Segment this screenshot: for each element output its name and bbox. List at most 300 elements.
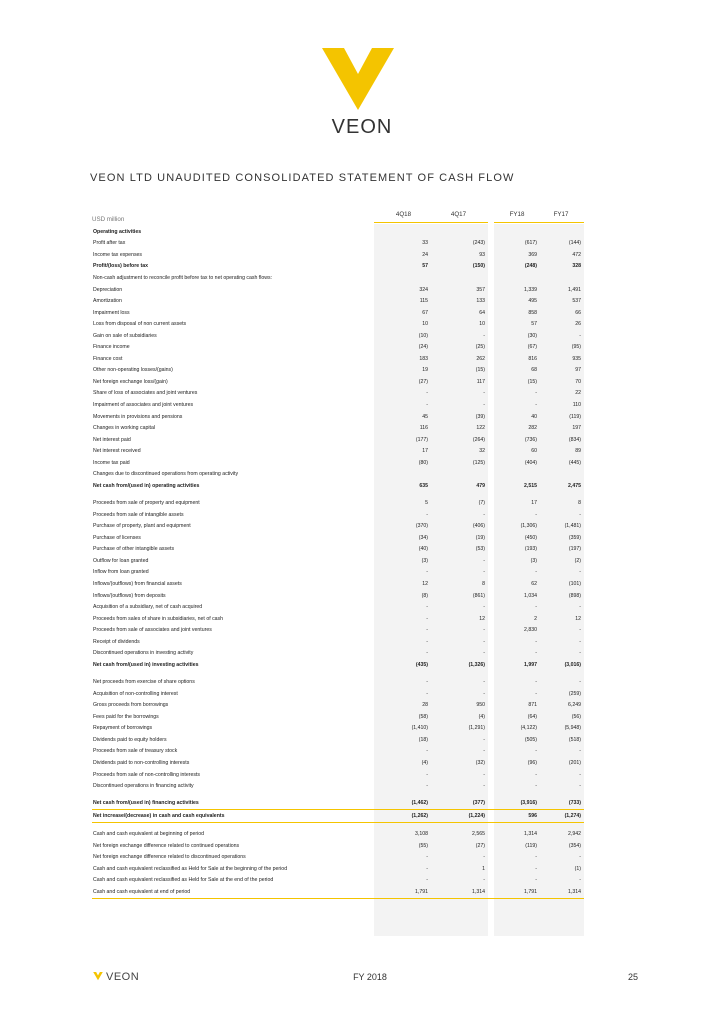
row-label: Proceeds from sale of property and equipment bbox=[93, 500, 200, 507]
value-cell: - bbox=[426, 771, 428, 778]
table-row bbox=[92, 734, 584, 746]
value-cell: (96) bbox=[527, 759, 537, 766]
table-row bbox=[92, 544, 584, 556]
value-cell: (1,306) bbox=[520, 523, 537, 530]
table-row bbox=[92, 699, 584, 711]
value-cell: (95) bbox=[571, 344, 581, 351]
value-cell: - bbox=[579, 604, 581, 611]
value-cell: 17 bbox=[422, 448, 428, 455]
row-label: Profit after tax bbox=[93, 240, 126, 247]
value-cell: (377) bbox=[431, 798, 488, 810]
unit-label: USD million bbox=[92, 216, 125, 223]
row-label: Purchase of licenses bbox=[93, 534, 141, 541]
value-cell: - bbox=[483, 748, 485, 755]
value-cell: 115 bbox=[419, 298, 428, 305]
value-cell: 2,942 bbox=[568, 831, 581, 838]
row-label: Inflow from loan granted bbox=[93, 569, 149, 576]
row-label: Cash and cash equivalent reclassified as Held for Sale at the end of the period bbox=[93, 877, 274, 884]
value-cell: 68 bbox=[531, 367, 537, 374]
value-cell: 19 bbox=[422, 367, 428, 374]
value-cell: 1,491 bbox=[568, 286, 581, 293]
cash-flow-table-body bbox=[92, 226, 584, 898]
table-row bbox=[92, 434, 584, 446]
value-cell: - bbox=[483, 627, 485, 634]
table-row bbox=[92, 399, 584, 411]
footer-brand: VEON bbox=[106, 971, 140, 983]
value-cell: 495 bbox=[528, 298, 537, 305]
table-row bbox=[92, 509, 584, 521]
value-cell: 472 bbox=[572, 251, 581, 258]
table-row bbox=[92, 226, 584, 238]
table-row bbox=[92, 852, 584, 864]
value-cell: (264) bbox=[472, 436, 485, 443]
value-cell: - bbox=[426, 604, 428, 611]
value-cell: (1,224) bbox=[431, 810, 488, 823]
value-cell: (125) bbox=[472, 459, 485, 466]
value-cell: (177) bbox=[415, 436, 428, 443]
row-label: Acquisition of non-controlling interest bbox=[93, 690, 178, 697]
value-cell: - bbox=[535, 569, 537, 576]
row-label: Inflows/(outflows) from financial assets bbox=[93, 580, 182, 587]
value-cell: (40) bbox=[418, 546, 428, 553]
value-cell: 60 bbox=[531, 448, 537, 455]
value-cell bbox=[431, 226, 488, 238]
value-cell: (201) bbox=[568, 759, 581, 766]
value-cell: - bbox=[483, 332, 485, 339]
value-cell: (56) bbox=[571, 713, 581, 720]
value-cell: (404) bbox=[524, 459, 537, 466]
row-label: Discontinued operations in investing activity bbox=[93, 650, 194, 657]
value-cell: - bbox=[426, 401, 428, 408]
value-cell: (1,326) bbox=[468, 661, 485, 668]
value-cell: 12 bbox=[479, 615, 485, 622]
table-row bbox=[92, 520, 584, 532]
value-cell: - bbox=[483, 736, 485, 743]
page-title: VEON LTD UNAUDITED CONSOLIDATED STATEMENT OF CASH FLOW bbox=[90, 172, 515, 184]
row-label: Proceeds from sale of non-controlling interests bbox=[93, 771, 200, 778]
value-cell: 1,314 bbox=[540, 886, 584, 898]
value-cell: - bbox=[579, 783, 581, 790]
table-row bbox=[92, 238, 584, 250]
value-cell: - bbox=[483, 877, 485, 884]
value-cell: (861) bbox=[472, 592, 485, 599]
table-row bbox=[92, 353, 584, 365]
value-cell: - bbox=[483, 854, 485, 861]
value-cell: (39) bbox=[475, 413, 485, 420]
value-cell: - bbox=[535, 604, 537, 611]
value-cell: 1,997 bbox=[524, 661, 537, 668]
value-cell: 2,565 bbox=[472, 831, 485, 838]
value-cell: - bbox=[535, 390, 537, 397]
table-row bbox=[92, 388, 584, 400]
table-row bbox=[92, 647, 584, 659]
value-cell: (5,948) bbox=[564, 725, 581, 732]
value-cell: 5 bbox=[425, 500, 428, 507]
value-cell: - bbox=[579, 679, 581, 686]
value-cell: (435) bbox=[415, 661, 428, 668]
value-cell: - bbox=[579, 650, 581, 657]
value-cell: - bbox=[483, 783, 485, 790]
value-cell: 64 bbox=[479, 309, 485, 316]
row-label: Net increase/(decrease) in cash and cash equivalents bbox=[92, 810, 374, 823]
value-cell: 183 bbox=[419, 355, 428, 362]
value-cell: 950 bbox=[476, 702, 485, 709]
value-cell: 871 bbox=[528, 702, 537, 709]
col-header-4q18: 4Q18 bbox=[395, 211, 412, 218]
value-cell: 635 bbox=[419, 482, 428, 489]
table-row bbox=[92, 532, 584, 544]
value-cell: 70 bbox=[575, 378, 581, 385]
table-row bbox=[92, 886, 584, 898]
row-label: Discontinued operations in financing activity bbox=[93, 783, 194, 790]
value-cell: (150) bbox=[472, 263, 485, 270]
value-cell: (10) bbox=[418, 332, 428, 339]
value-cell: (733) bbox=[540, 798, 584, 810]
row-label: Net foreign exchange difference related to discontinued operations bbox=[93, 854, 246, 861]
value-cell: - bbox=[483, 569, 485, 576]
row-label: Finance income bbox=[93, 344, 130, 351]
value-cell: (1,274) bbox=[540, 810, 584, 823]
year-header-group bbox=[494, 208, 584, 223]
value-cell: 116 bbox=[419, 425, 428, 432]
value-cell: (370) bbox=[415, 523, 428, 530]
value-cell: 40 bbox=[531, 413, 537, 420]
table-row bbox=[92, 480, 584, 492]
value-cell: (119) bbox=[569, 413, 581, 420]
row-label: Amortization bbox=[93, 298, 122, 305]
row-label: Changes due to discontinued operations from operating activity bbox=[93, 471, 239, 478]
value-cell: - bbox=[579, 877, 581, 884]
value-cell bbox=[374, 226, 431, 238]
value-cell: 1,314 bbox=[431, 886, 488, 898]
table-row bbox=[92, 798, 584, 810]
value-cell: (259) bbox=[568, 690, 581, 697]
value-cell: (64) bbox=[527, 713, 537, 720]
table-row bbox=[92, 757, 584, 769]
value-cell: (30) bbox=[527, 332, 537, 339]
value-cell: (101) bbox=[568, 580, 581, 587]
row-label: Loss from disposal of non current assets bbox=[93, 321, 187, 328]
table-row bbox=[92, 688, 584, 700]
value-cell: 122 bbox=[476, 425, 485, 432]
value-cell: 12 bbox=[575, 615, 581, 622]
value-cell: - bbox=[535, 865, 537, 872]
value-cell: - bbox=[579, 332, 581, 339]
row-label: Income tax paid bbox=[93, 459, 130, 466]
row-label: Net foreign exchange loss/(gain) bbox=[93, 378, 168, 385]
value-cell: (15) bbox=[527, 378, 537, 385]
value-cell: (58) bbox=[418, 713, 428, 720]
value-cell: (1,262) bbox=[374, 810, 431, 823]
value-cell: - bbox=[535, 877, 537, 884]
value-cell: - bbox=[535, 854, 537, 861]
row-label: Proceeds from sale of intangible assets bbox=[93, 511, 184, 518]
value-cell: - bbox=[535, 650, 537, 657]
table-row bbox=[92, 769, 584, 781]
value-cell: (4) bbox=[421, 759, 428, 766]
row-label: Gain on sale of subsidiaries bbox=[93, 332, 157, 339]
value-cell: 2,475 bbox=[568, 482, 581, 489]
row-label: Depreciation bbox=[93, 286, 123, 293]
value-cell: (406) bbox=[472, 523, 485, 530]
value-cell: 26 bbox=[575, 321, 581, 328]
value-cell: (27) bbox=[475, 842, 485, 849]
table-row bbox=[92, 468, 584, 480]
value-cell: 45 bbox=[422, 413, 428, 420]
value-cell: - bbox=[483, 690, 485, 697]
page-number: 25 bbox=[627, 972, 638, 982]
row-label: Share of loss of associates and joint ventures bbox=[93, 390, 198, 397]
row-label: Changes in working capital bbox=[93, 425, 155, 432]
value-cell: 2,830 bbox=[524, 627, 537, 634]
table-row bbox=[92, 723, 584, 735]
row-label: Fees paid for the borrowings bbox=[93, 713, 159, 720]
value-cell: (1) bbox=[574, 865, 581, 872]
value-cell: 1,791 bbox=[488, 886, 540, 898]
table-row bbox=[92, 307, 584, 319]
value-cell: (144) bbox=[568, 240, 581, 247]
value-cell: (27) bbox=[418, 378, 428, 385]
value-cell: - bbox=[426, 615, 428, 622]
row-label: Net cash from/(used in) investing activities bbox=[93, 661, 199, 668]
value-cell: (8) bbox=[421, 592, 428, 599]
table-row bbox=[92, 422, 584, 434]
value-cell: 10 bbox=[422, 321, 428, 328]
table-row bbox=[92, 829, 584, 841]
value-cell: 816 bbox=[528, 355, 537, 362]
table-row bbox=[92, 676, 584, 688]
row-label: Outflow for loan granted bbox=[93, 557, 149, 564]
value-cell: - bbox=[426, 783, 428, 790]
row-label: Purchase of other intangible assets bbox=[93, 546, 175, 553]
value-cell: (518) bbox=[568, 736, 581, 743]
value-cell: 110 bbox=[572, 401, 581, 408]
row-label: Impairment of associates and joint ventures bbox=[93, 401, 194, 408]
value-cell: (7) bbox=[478, 500, 485, 507]
value-cell: - bbox=[426, 690, 428, 697]
value-cell: 324 bbox=[419, 286, 428, 293]
table-row bbox=[92, 863, 584, 875]
value-cell: - bbox=[535, 401, 537, 408]
value-cell: - bbox=[426, 854, 428, 861]
value-cell: 17 bbox=[531, 500, 537, 507]
value-cell: (55) bbox=[418, 842, 428, 849]
row-label: Cash and cash equivalent reclassified as Held for Sale at the beginning of the period bbox=[93, 865, 288, 872]
value-cell: 97 bbox=[575, 367, 581, 374]
table-row bbox=[92, 411, 584, 423]
table-row bbox=[92, 445, 584, 457]
value-cell: - bbox=[426, 511, 428, 518]
table-row bbox=[92, 284, 584, 296]
value-cell: - bbox=[579, 854, 581, 861]
row-label: Dividends paid to equity holders bbox=[93, 736, 167, 743]
value-cell: 24 bbox=[422, 251, 428, 258]
value-cell: 133 bbox=[476, 298, 485, 305]
value-cell: - bbox=[426, 679, 428, 686]
value-cell: - bbox=[483, 638, 485, 645]
quarter-header-group bbox=[374, 208, 488, 223]
value-cell: - bbox=[535, 771, 537, 778]
value-cell: 6,249 bbox=[568, 702, 581, 709]
value-cell: (15) bbox=[475, 367, 485, 374]
value-cell: - bbox=[535, 748, 537, 755]
value-cell: (2) bbox=[574, 557, 581, 564]
value-cell: 328 bbox=[572, 263, 581, 270]
row-label: Net cash from/(used in) financing activities bbox=[92, 798, 374, 810]
value-cell: 28 bbox=[422, 702, 428, 709]
row-label: Proceeds from sale of treasury stock bbox=[93, 748, 178, 755]
table-row bbox=[92, 249, 584, 261]
value-cell: (1,462) bbox=[374, 798, 431, 810]
table-row bbox=[92, 624, 584, 636]
row-label: Profit/(loss) before tax bbox=[93, 263, 149, 270]
value-cell: (197) bbox=[568, 546, 581, 553]
value-cell: - bbox=[483, 679, 485, 686]
value-cell: 1,314 bbox=[524, 831, 537, 838]
value-cell: - bbox=[426, 569, 428, 576]
value-cell: (24) bbox=[418, 344, 428, 351]
value-cell: (67) bbox=[527, 344, 537, 351]
value-cell: - bbox=[579, 569, 581, 576]
value-cell: 10 bbox=[479, 321, 485, 328]
value-cell: (505) bbox=[524, 736, 537, 743]
table-row bbox=[92, 376, 584, 388]
value-cell: - bbox=[535, 679, 537, 686]
value-cell: (354) bbox=[568, 842, 581, 849]
table-row bbox=[92, 636, 584, 648]
table-row bbox=[92, 295, 584, 307]
value-cell: - bbox=[426, 638, 428, 645]
value-cell: (193) bbox=[524, 546, 537, 553]
value-cell: (736) bbox=[524, 436, 537, 443]
value-cell: - bbox=[535, 638, 537, 645]
value-cell: 935 bbox=[572, 355, 581, 362]
value-cell: 596 bbox=[488, 810, 540, 823]
value-cell: (617) bbox=[524, 240, 537, 247]
table-row bbox=[92, 272, 584, 284]
table-row bbox=[92, 341, 584, 353]
value-cell bbox=[374, 272, 431, 284]
value-cell: (53) bbox=[475, 546, 485, 553]
value-cell: (3,016) bbox=[564, 661, 581, 668]
value-cell: (1,291) bbox=[468, 725, 485, 732]
table-row bbox=[92, 365, 584, 377]
row-label: Receipt of dividends bbox=[93, 638, 140, 645]
cash-flow-table bbox=[92, 226, 584, 899]
table-row bbox=[92, 457, 584, 469]
value-cell: 57 bbox=[422, 263, 428, 270]
table-row bbox=[92, 318, 584, 330]
value-cell: (80) bbox=[418, 459, 428, 466]
value-cell bbox=[540, 468, 584, 480]
table-row bbox=[92, 601, 584, 613]
value-cell: 2 bbox=[534, 615, 537, 622]
row-label: Inflows/(outflows) from deposits bbox=[93, 592, 166, 599]
row-label: Cash and cash equivalent at end of period bbox=[92, 886, 374, 898]
value-cell: (25) bbox=[475, 344, 485, 351]
table-row bbox=[92, 578, 584, 590]
value-cell: (32) bbox=[475, 759, 485, 766]
row-label: Proceeds from sales of share in subsidiaries, net of cash bbox=[93, 615, 224, 622]
value-cell: 22 bbox=[575, 390, 581, 397]
value-cell: (119) bbox=[525, 842, 537, 849]
value-cell: 12 bbox=[422, 580, 428, 587]
value-cell: 62 bbox=[531, 580, 537, 587]
value-cell: (1,410) bbox=[411, 725, 428, 732]
table-row bbox=[92, 810, 584, 823]
row-label: Non-cash adjustment to reconcile profit before tax to net operating cash flows: bbox=[93, 274, 273, 281]
row-label: Net proceeds from exercise of share options bbox=[93, 679, 195, 686]
row-label: Net cash from/(used in) operating activities bbox=[93, 482, 200, 489]
value-cell: (450) bbox=[524, 534, 537, 541]
value-cell: - bbox=[483, 557, 485, 564]
value-cell: 1,339 bbox=[524, 286, 537, 293]
value-cell: - bbox=[483, 604, 485, 611]
col-header-4q17: 4Q17 bbox=[450, 211, 467, 218]
value-cell: 537 bbox=[572, 298, 581, 305]
value-cell: 479 bbox=[476, 482, 485, 489]
value-cell: 117 bbox=[476, 378, 485, 385]
value-cell: - bbox=[426, 390, 428, 397]
value-cell: 67 bbox=[422, 309, 428, 316]
value-cell: (18) bbox=[418, 736, 428, 743]
logo-wordmark: VEON bbox=[331, 116, 393, 138]
row-label: Impairment loss bbox=[93, 309, 130, 316]
value-cell: 1,791 bbox=[374, 886, 431, 898]
value-cell: (359) bbox=[568, 534, 581, 541]
row-label: Repayment of borrowings bbox=[93, 725, 153, 732]
value-cell: 8 bbox=[482, 580, 485, 587]
value-cell: 93 bbox=[479, 251, 485, 258]
value-cell: - bbox=[579, 771, 581, 778]
row-label: Income tax expenses bbox=[93, 251, 143, 258]
value-cell: - bbox=[579, 511, 581, 518]
value-cell: (898) bbox=[568, 592, 581, 599]
value-cell: - bbox=[579, 638, 581, 645]
row-label: Other non-operating losses/(gains) bbox=[93, 367, 173, 374]
table-row bbox=[92, 840, 584, 852]
value-cell: - bbox=[426, 865, 428, 872]
table-row bbox=[92, 567, 584, 579]
footer-period: FY 2018 bbox=[353, 972, 387, 982]
value-cell: (1,481) bbox=[564, 523, 581, 530]
row-label: Net foreign exchange difference related to continued operations bbox=[93, 842, 240, 849]
row-label: Cash and cash equivalent at beginning of period bbox=[93, 831, 205, 838]
value-cell bbox=[488, 226, 540, 238]
value-cell: 66 bbox=[575, 309, 581, 316]
value-cell: - bbox=[426, 627, 428, 634]
table-row bbox=[92, 659, 584, 671]
table-row bbox=[92, 875, 584, 887]
value-cell bbox=[540, 272, 584, 284]
value-cell: 32 bbox=[479, 448, 485, 455]
col-header-fy17: FY17 bbox=[553, 211, 569, 218]
value-cell: 282 bbox=[528, 425, 537, 432]
value-cell: - bbox=[426, 748, 428, 755]
value-cell bbox=[431, 272, 488, 284]
value-cell: - bbox=[579, 627, 581, 634]
value-cell bbox=[374, 468, 431, 480]
value-cell: 1 bbox=[482, 865, 485, 872]
value-cell: 3,108 bbox=[415, 831, 428, 838]
table-row bbox=[92, 613, 584, 625]
value-cell: - bbox=[535, 783, 537, 790]
value-cell: (3) bbox=[530, 557, 537, 564]
footer-logo-icon bbox=[92, 972, 104, 984]
value-cell: - bbox=[483, 771, 485, 778]
value-cell: (3,916) bbox=[488, 798, 540, 810]
value-cell: 369 bbox=[528, 251, 537, 258]
